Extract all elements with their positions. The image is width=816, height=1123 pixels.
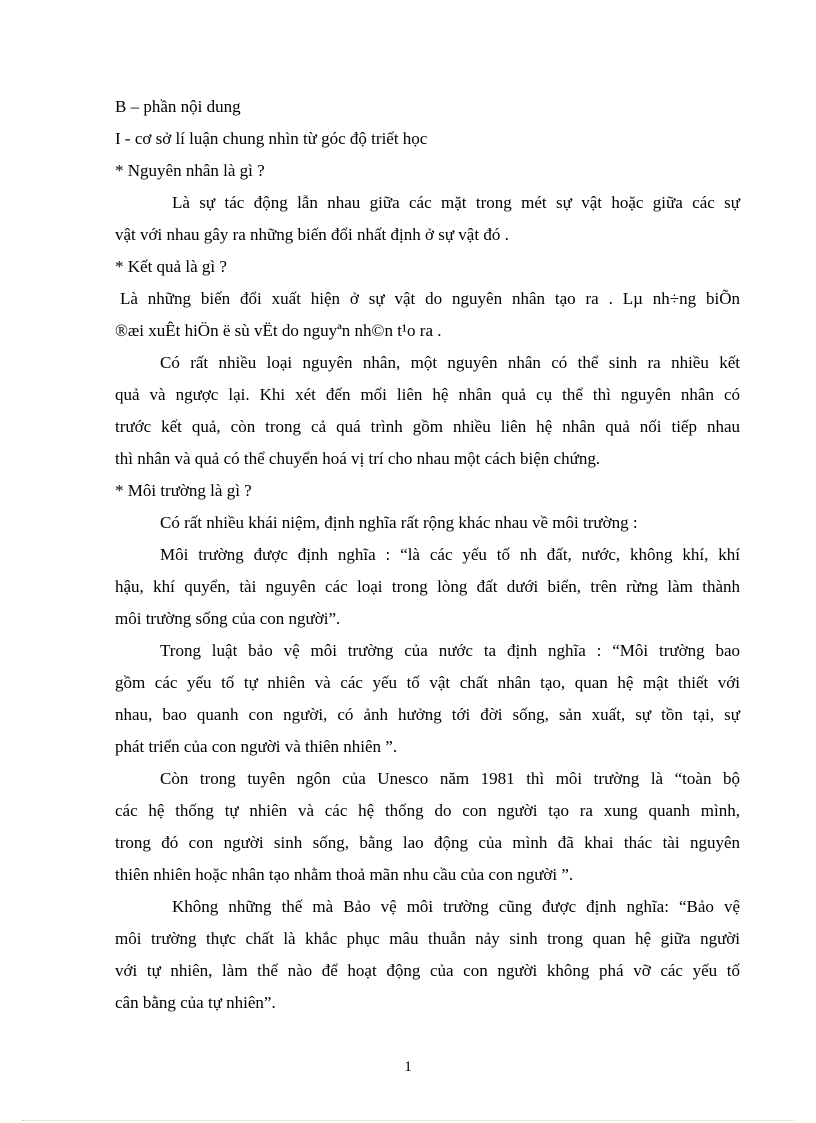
text-line: môi trường sống của con người”. — [115, 609, 341, 628]
text-line: trước kết quả, còn trong cả quá trình gồm nhiều liên hệ nhân quả nối tiếp nhau — [115, 417, 740, 436]
text-line: Là sự tác động lẫn nhau giữa các mặt trong mét sự vật hoặc giữa các sự — [172, 193, 740, 212]
text-line: các hệ thống tự nhiên và các hệ thống do con người tạo ra xung quanh mình, — [115, 801, 740, 820]
text-line: phát triển của con người và thiên nhiên ”. — [115, 737, 398, 756]
text-line: trong đó con người sinh sống, bằng lao động của mình đã khai thác tài nguyên — [115, 833, 740, 852]
text-line: hậu, khí quyển, tài nguyên các loại trong lòng đất dưới biển, trên rừng làm thành — [115, 577, 740, 596]
text-line: cân bằng của tự nhiên”. — [115, 993, 276, 1012]
question-heading-effect: * Kết quả là gì ? — [115, 257, 227, 276]
text-line: Trong luật bảo vệ môi trường của nước ta định nghĩa : “Môi trường bao — [160, 641, 740, 660]
text-line: Có rất nhiều khái niệm, định nghĩa rất rộng khác nhau về môi trường : — [160, 513, 638, 532]
text-line: môi trường thực chất là khắc phục mâu thuẫn nảy sinh trong quan hệ giữa người — [115, 929, 740, 948]
question-heading-cause: * Nguyên nhân là gì ? — [115, 161, 265, 180]
text-line: Còn trong tuyên ngôn của Unesco năm 1981 thì môi trường là “toàn bộ — [160, 769, 740, 788]
page-number: 1 — [404, 1059, 412, 1075]
page-bottom-divider — [22, 1120, 794, 1121]
text-line: quả và ngược lại. Khi xét đến mối liên hệ nhân quả cụ thể thì nguyên nhân có — [115, 385, 740, 404]
text-line: với tự nhiên, làm thế nào để hoạt động của con người không phá vỡ các yếu tố — [115, 961, 740, 980]
text-line: vật với nhau gây ra những biến đổi nhất định ở sự vật đó . — [115, 225, 509, 244]
text-line: Có rất nhiều loại nguyên nhân, một nguyên nhân có thể sinh ra nhiều kết — [160, 353, 740, 372]
subsection-heading: I - cơ sở lí luận chung nhìn từ góc độ triết học — [115, 129, 428, 148]
text-line-garbled: ®æi xuÊt hiÖn ë sù vËt do nguyªn nh©n t¹o ra . — [115, 321, 442, 340]
question-heading-environment: * Môi trường là gì ? — [115, 481, 252, 500]
text-line: nhau, bao quanh con người, có ảnh hưởng tới đời sống, sản xuất, sự tồn tại, sự — [115, 705, 740, 724]
text-line: Môi trường được định nghĩa : “là các yếu tố nh đất, nước, không khí, khí — [160, 545, 740, 564]
text-line: gồm các yếu tố tự nhiên và các yếu tố vật chất nhân tạo, quan hệ mật thiết với — [115, 673, 740, 692]
text-line: Là những biến đổi xuất hiện ở sự vật do nguyên nhân tạo ra . Lµ nh÷ng biÕn — [120, 289, 740, 308]
text-line: thì nhân và quả có thể chuyển hoá vị trí cho nhau một cách biện chứng. — [115, 449, 601, 468]
text-line: Không những thế mà Bảo vệ môi trường cũng được định nghĩa: “Bảo vệ — [172, 897, 740, 916]
section-heading: B – phần nội dung — [115, 97, 241, 116]
text-line: thiên nhiên hoặc nhân tạo nhằm thoả mãn nhu cầu của con người ”. — [115, 865, 574, 884]
